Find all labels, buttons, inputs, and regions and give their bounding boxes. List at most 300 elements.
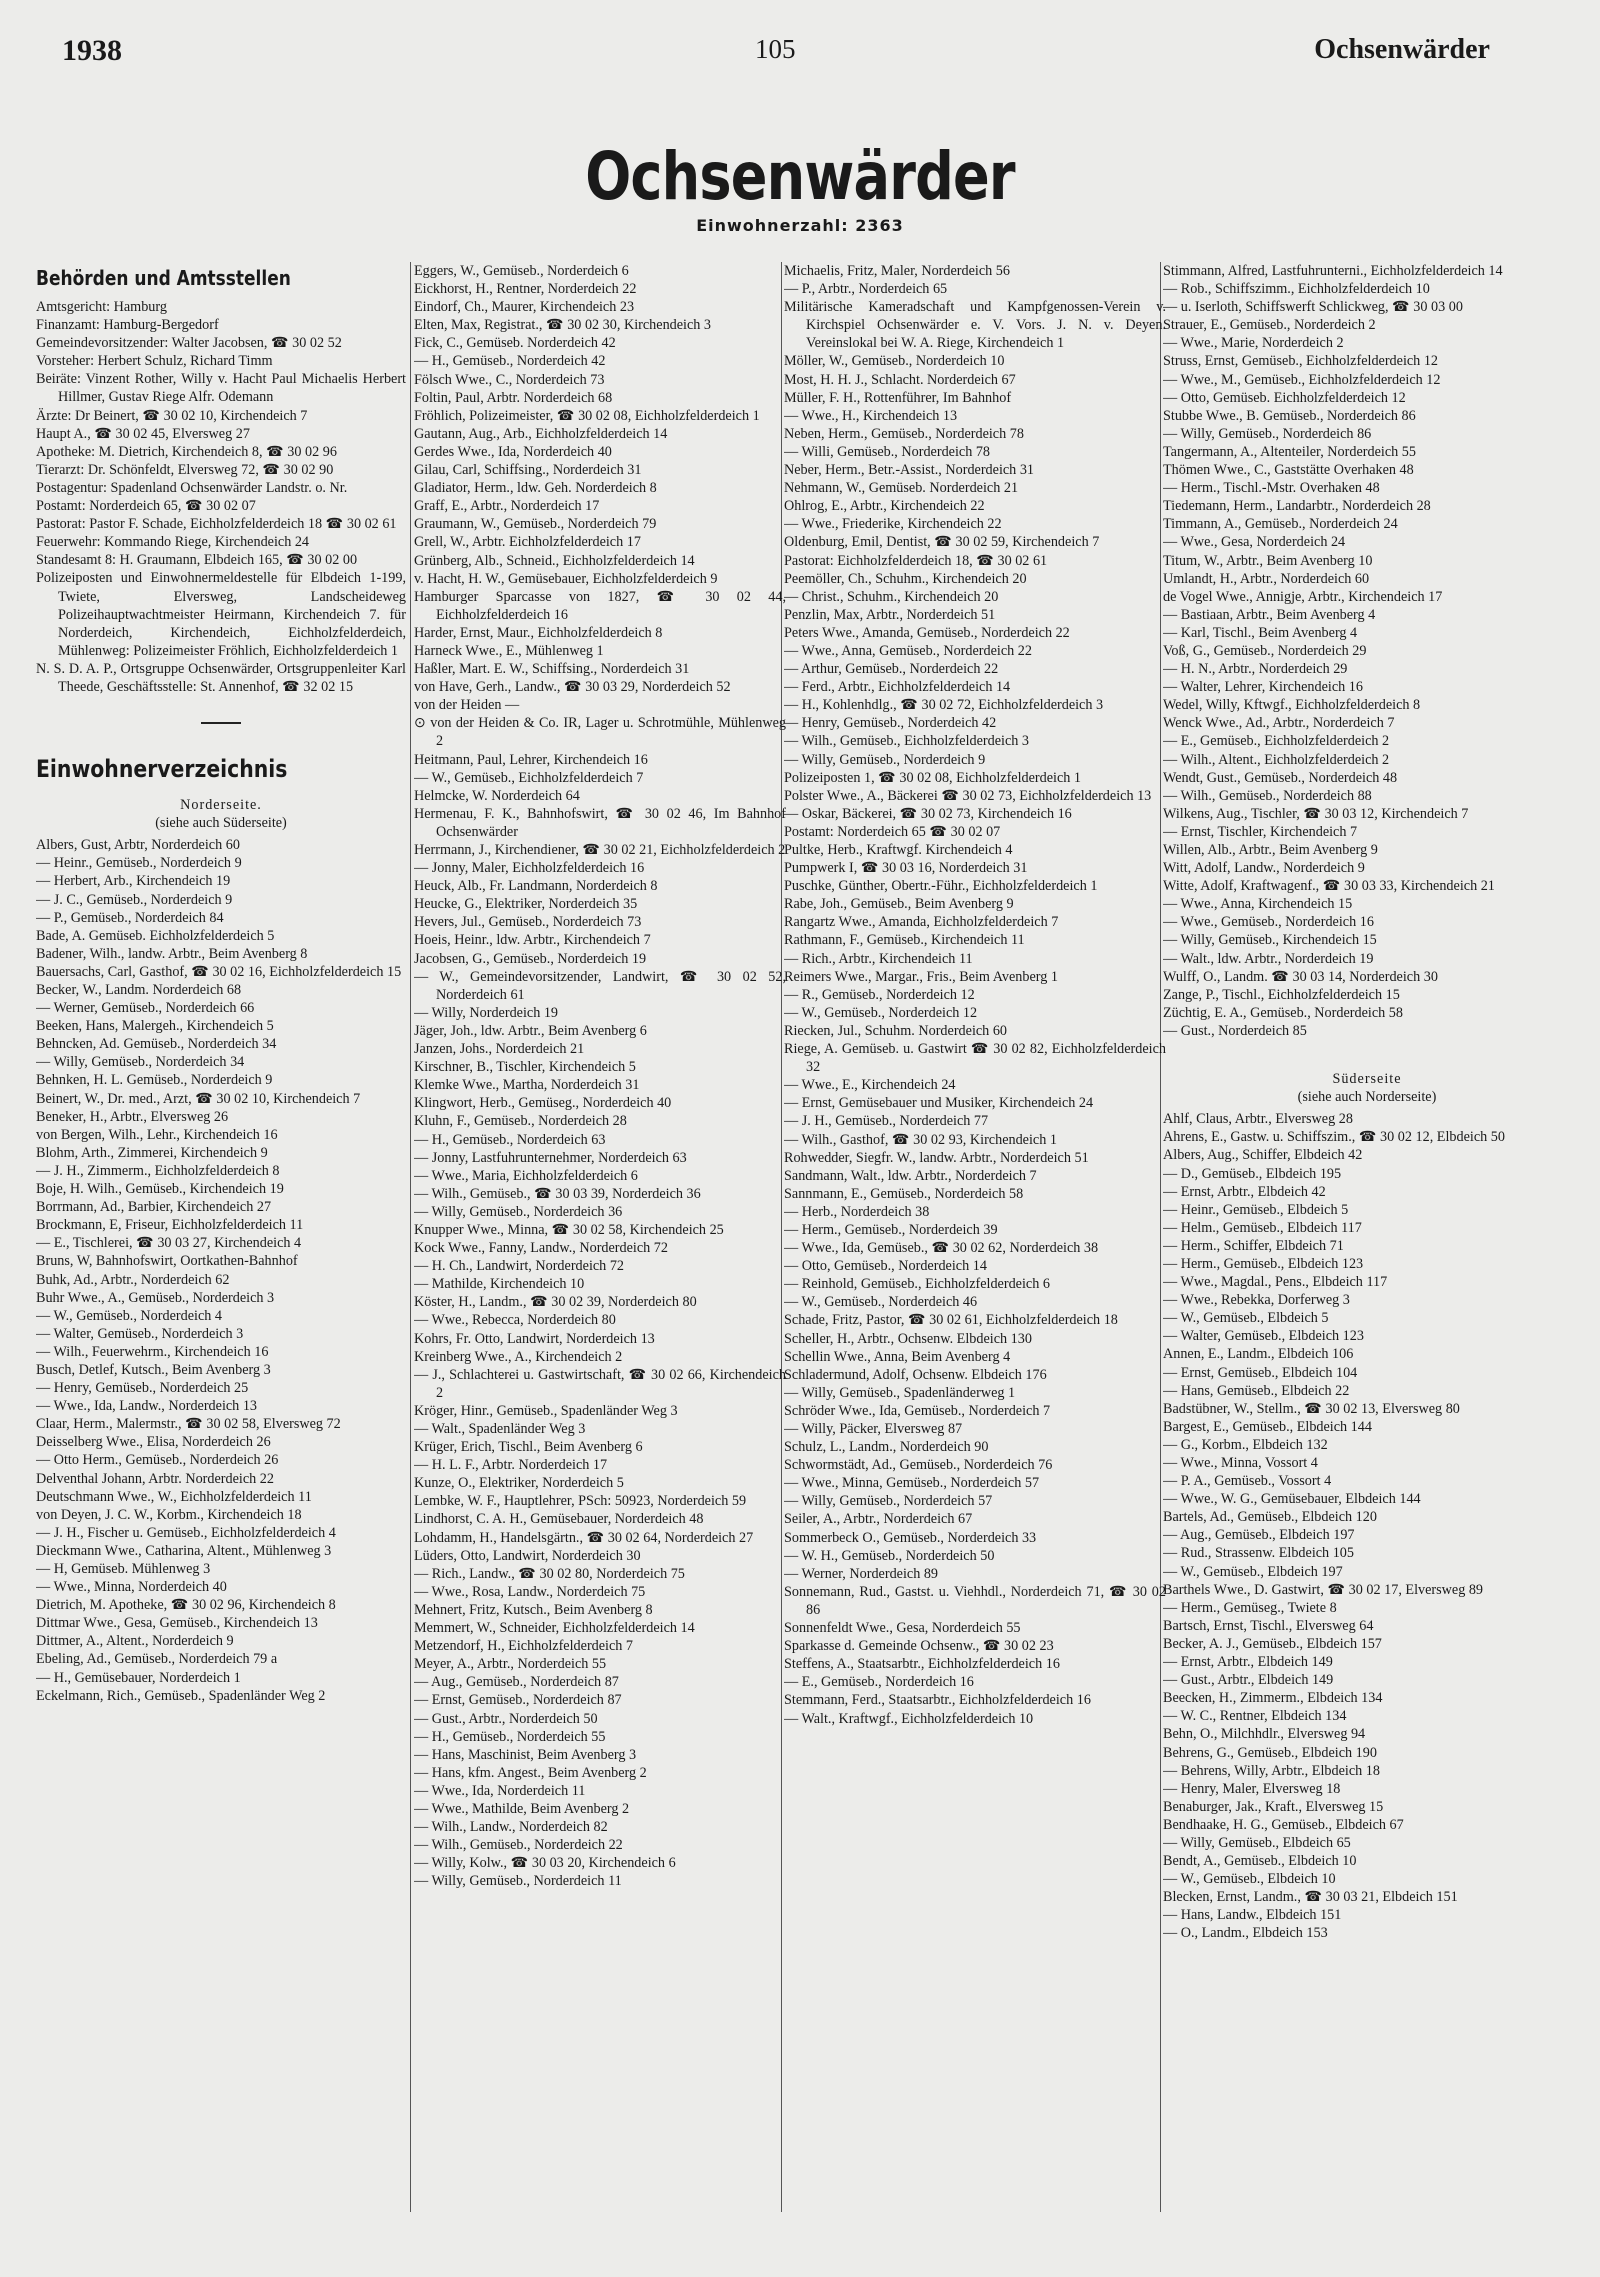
header-page-number: 105 [755, 34, 796, 64]
directory-entry: — J., Schlachterei u. Gastwirtschaft, ☎ 30 02 66, Kirchendeich 2 [414, 1366, 786, 1401]
authorities-list [36, 298, 406, 696]
directory-entry: Benaburger, Jak., Kraft., Elversweg 15 [1163, 1798, 1384, 1815]
directory-entry: — Wwe., H., Kirchendeich 13 [784, 407, 958, 424]
directory-entry: Bartels, Ad., Gemüseb., Elbdeich 120 [1163, 1509, 1377, 1526]
directory-entry: Wenck Wwe., Ad., Arbtr., Norderdeich 7 [1163, 715, 1395, 732]
directory-entry: Dittmer, A., Altent., Norderdeich 9 [36, 1633, 234, 1650]
directory-entry: Memmert, W., Schneider, Eichholzfelderdeich 14 [414, 1620, 695, 1637]
directory-entry: — Wilh., Gemüseb., Norderdeich 22 [414, 1837, 623, 1854]
directory-entry: — Heinr., Gemüseb., Norderdeich 9 [36, 855, 242, 872]
directory-entry: — O., Landm., Elbdeich 153 [1163, 1925, 1328, 1942]
directory-entry: — Gust., Arbtr., Elbdeich 149 [1163, 1672, 1334, 1689]
directory-entry: — Willy, Gemüseb., Kirchendeich 15 [1163, 932, 1377, 949]
header-year: 1938 [62, 34, 122, 67]
directory-entry: Fölsch Wwe., C., Norderdeich 73 [414, 371, 605, 388]
directory-entry: — Wwe., E., Kirchendeich 24 [784, 1077, 956, 1094]
directory-entry: — Willy, Gemüseb., Norderdeich 86 [1163, 425, 1372, 442]
directory-entry: Tangermann, A., Altenteiler, Norderdeich 55 [1163, 443, 1416, 460]
directory-entry: von Have, Gerh., Landw., ☎ 30 03 29, Norderdeich 52 [414, 679, 731, 696]
section-gap [1163, 1040, 1571, 1060]
directory-entry: Ärzte: Dr Beinert, ☎ 30 02 10, Kirchendeich 7 [36, 407, 308, 424]
directory-entry: Lindhorst, C. A. H., Gemüsebauer, Norderdeich 48 [414, 1511, 704, 1528]
directory-entry: — Rob., Schiffszimm., Eichholzfelderdeich 10 [1163, 281, 1430, 298]
directory-entry: Rabe, Joh., Gemüseb., Beim Avenberg 9 [784, 896, 1014, 913]
directory-entry: — Willy, Päcker, Elversweg 87 [784, 1421, 963, 1437]
norderseite-note: (siehe auch Süderseite) [155, 815, 287, 832]
directory-entry: — Wwe., Rebekka, Dorferweg 3 [1163, 1292, 1350, 1309]
directory-entry: Sonnemann, Rud., Gastst. u. Viehhdl., Norderdeich 71, ☎ 30 02 86 [784, 1583, 1166, 1618]
directory-entry: — Willy, Gemüseb., Elbdeich 65 [1163, 1834, 1351, 1851]
suederseite-note: (siehe auch Norderseite) [1297, 1089, 1437, 1106]
residents-list [1163, 262, 1571, 1040]
directory-entry: — Reinhold, Gemüseb., Eichholzfelderdeich 6 [784, 1276, 1050, 1293]
directory-entry: — Wwe., Friederike, Kirchendeich 22 [784, 516, 1002, 533]
directory-entry: — Henry, Maler, Elversweg 18 [1163, 1780, 1341, 1797]
directory-entry: Oldenburg, Emil, Dentist, ☎ 30 02 59, Kirchendeich 7 [784, 534, 1100, 551]
directory-entry: Eickhorst, H., Rentner, Norderdeich 22 [414, 281, 637, 298]
directory-entry: Beneker, H., Arbtr., Elversweg 26 [36, 1108, 229, 1125]
directory-entry: Riege, A. Gemüseb. u. Gastwirt ☎ 30 02 82, Eichholzfelderdeich 32 [784, 1041, 1166, 1076]
directory-entry: Janzen, Johs., Norderdeich 21 [414, 1041, 585, 1058]
directory-entry: — W. H., Gemüseb., Norderdeich 50 [784, 1547, 995, 1564]
directory-entry: — H., Gemüseb., Norderdeich 55 [414, 1728, 606, 1745]
directory-entry: — Wwe., Ida, Norderdeich 11 [414, 1782, 586, 1799]
directory-entry: Wendt, Gust., Gemüseb., Norderdeich 48 [1163, 769, 1398, 786]
directory-entry: — Otto Herm., Gemüseb., Norderdeich 26 [36, 1452, 279, 1469]
directory-entry: Grünberg, Alb., Schneid., Eichholzfelderdeich 14 [414, 552, 695, 569]
directory-entry: — W., Gemüseb., Elbdeich 5 [1163, 1310, 1329, 1327]
directory-entry: — J. C., Gemüseb., Norderdeich 9 [36, 891, 233, 908]
directory-entry: Fick, C., Gemüseb. Norderdeich 42 [414, 335, 616, 352]
column-4 [1163, 262, 1571, 2212]
directory-entry: Standesamt 8: H. Graumann, Elbdeich 165, ☎ 30 02 00 [36, 552, 358, 569]
directory-entry: — Aug., Gemüseb., Elbdeich 197 [1163, 1527, 1355, 1544]
directory-entry: — Rich., Landw., ☎ 30 02 80, Norderdeich 75 [414, 1565, 685, 1582]
directory-entry: Sannmann, E., Gemüseb., Norderdeich 58 [784, 1185, 1024, 1202]
directory-entry: Polizeiposten und Einwohnermeldestelle für Elbdeich 1-199, Twiete, Elversweg, Landscheideweg Polizeihauptwachtmeister Heirmann, Kirchendeich 7. für Norderdeich, Kirchendeich, Eichholzfelderdeich, Mühlenweg: Polizeimeister Fröhlich, Eichholzfelderdeich 1 [36, 570, 406, 659]
directory-entry: — Wwe., Minna, Gemüseb., Norderdeich 57 [784, 1475, 1040, 1492]
directory-entry: — Gust., Norderdeich 85 [1163, 1022, 1307, 1039]
directory-entry: von Bergen, Wilh., Lehr., Kirchendeich 16 [36, 1126, 278, 1143]
directory-entry: Neber, Herm., Betr.-Assist., Norderdeich 31 [784, 462, 1035, 479]
directory-entry: Kunze, O., Elektriker, Norderdeich 5 [414, 1475, 624, 1492]
directory-entry: Deutschmann Wwe., W., Eichholzfelderdeich 11 [36, 1488, 312, 1505]
directory-entry: — Hans, Landw., Elbdeich 151 [1163, 1907, 1342, 1924]
directory-entry: Titum, W., Arbtr., Beim Avenberg 10 [1163, 552, 1373, 569]
directory-entry: — R., Gemüseb., Norderdeich 12 [784, 986, 975, 1003]
directory-entry: — Ernst, Arbtr., Elbdeich 42 [1163, 1183, 1326, 1200]
directory-entry: Becker, A. J., Gemüseb., Elbdeich 157 [1163, 1635, 1382, 1652]
directory-entry: — H. Ch., Landwirt, Norderdeich 72 [414, 1258, 625, 1275]
directory-entry: Most, H. H. J., Schlacht. Norderdeich 67 [784, 371, 1016, 388]
directory-entry: Beeken, Hans, Malergeh., Kirchendeich 5 [36, 1018, 274, 1035]
directory-entry: Möller, W., Gemüseb., Norderdeich 10 [784, 353, 1005, 370]
directory-entry: Klingwort, Herb., Gemüseg., Norderdeich 40 [414, 1095, 672, 1112]
directory-entry: — Werner, Gemüseb., Norderdeich 66 [36, 1000, 255, 1017]
directory-entry: Finanzamt: Hamburg-Bergedorf [36, 317, 219, 334]
directory-entry: — Wwe., Minna, Vossort 4 [1163, 1455, 1318, 1471]
directory-entry: — Herm., Gemüseb., Norderdeich 39 [784, 1221, 998, 1238]
directory-entry: Schwormstädt, Ad., Gemüseb., Norderdeich 76 [784, 1457, 1053, 1474]
directory-entry: — P., Gemüseb., Norderdeich 84 [36, 909, 224, 926]
directory-entry: Graumann, W., Gemüseb., Norderdeich 79 [414, 516, 657, 533]
directory-entry: Polizeiposten 1, ☎ 30 02 08, Eichholzfelderdeich 1 [784, 769, 1082, 786]
directory-entry: — Willi, Gemüseb., Norderdeich 78 [784, 443, 991, 460]
directory-entry: Claar, Herm., Malermstr., ☎ 30 02 58, Elversweg 72 [36, 1416, 341, 1433]
directory-entry: Bargest, E., Gemüseb., Elbdeich 144 [1163, 1418, 1372, 1435]
directory-entry: Voß, G., Gemüseb., Norderdeich 29 [1163, 642, 1367, 659]
section-divider [201, 722, 241, 724]
directory-entry: — Wwe., Rosa, Landw., Norderdeich 75 [414, 1583, 646, 1600]
directory-entry: — E., Tischlerei, ☎ 30 03 27, Kirchendeich 4 [36, 1235, 302, 1252]
directory-entry: Schröder Wwe., Ida, Gemüseb., Norderdeich 7 [784, 1402, 1051, 1419]
directory-entry: Helmcke, W. Norderdeich 64 [414, 787, 580, 804]
directory-entry: Steffens, A., Staatsarbtr., Eichholzfelderdeich 16 [784, 1656, 1060, 1673]
directory-entry: Dietrich, M. Apotheke, ☎ 30 02 96, Kirchendeich 8 [36, 1597, 336, 1614]
directory-entry: Bartsch, Ernst, Tischl., Elversweg 64 [1163, 1617, 1374, 1634]
directory-entry: Timmann, A., Gemüseb., Norderdeich 24 [1163, 516, 1398, 533]
directory-entry: — Walt., Spadenländer Weg 3 [414, 1421, 586, 1437]
directory-entry: Züchtig, E. A., Gemüseb., Norderdeich 58 [1163, 1004, 1403, 1021]
directory-entry: Ohlrog, E., Arbtr., Kirchendeich 22 [784, 498, 985, 515]
directory-entry: — E., Gemüseb., Norderdeich 16 [784, 1674, 974, 1691]
directory-entry: Stemmann, Ferd., Staatsarbtr., Eichholzfelderdeich 16 [784, 1692, 1091, 1709]
directory-entry: Buhk, Ad., Arbtr., Norderdeich 62 [36, 1271, 230, 1288]
directory-entry: — Henry, Gemüseb., Norderdeich 25 [36, 1380, 249, 1397]
directory-entry: — Walter, Gemüseb., Elbdeich 123 [1163, 1328, 1364, 1345]
directory-entry: Annen, E., Landm., Elbdeich 106 [1163, 1346, 1354, 1363]
directory-entry: — J. H., Zimmerm., Eichholzfelderdeich 8 [36, 1162, 280, 1179]
directory-entry: Müller, F. H., Rottenführer, Im Bahnhof [784, 389, 1012, 406]
directory-entry: — Herbert, Arb., Kirchendeich 19 [36, 873, 231, 890]
directory-entry: Busch, Detlef, Kutsch., Beim Avenberg 3 [36, 1361, 271, 1378]
directory-entry: — Walt., Kraftwgf., Eichholzfelderdeich 10 [784, 1710, 1034, 1727]
directory-entry: — Herm., Schiffer, Elbdeich 71 [1163, 1237, 1344, 1254]
directory-entry: Michaelis, Fritz, Maler, Norderdeich 56 [784, 263, 1010, 279]
directory-entry: Willen, Alb., Arbtr., Beim Avenberg 9 [1163, 842, 1378, 858]
directory-entry: Nehmann, W., Gemüseb. Norderdeich 21 [784, 480, 1019, 497]
directory-entry: — Willy, Gemüseb., Norderdeich 57 [784, 1493, 993, 1510]
directory-entry: Metzendorf, H., Eichholzfelderdeich 7 [414, 1638, 634, 1655]
directory-entry: v. Hacht, H. W., Gemüsebauer, Eichholzfelderdeich 9 [414, 570, 718, 587]
page-title: Ochsenwärder [585, 138, 1015, 215]
directory-entry: Klemke Wwe., Martha, Norderdeich 31 [414, 1077, 640, 1094]
directory-entry: — Willy, Gemüseb., Norderdeich 9 [784, 751, 986, 768]
directory-entry: — W. C., Rentner, Elbdeich 134 [1163, 1708, 1347, 1725]
directory-entry: — Arthur, Gemüseb., Norderdeich 22 [784, 661, 999, 678]
directory-entry: — Wwe., Anna, Kirchendeich 15 [1163, 896, 1353, 913]
directory-entry: Fröhlich, Polizeimeister, ☎ 30 02 08, Eichholzfelderdeich 1 [414, 407, 760, 424]
directory-entry: Lembke, W. F., Hauptlehrer, PSch: 50923, Norderdeich 59 [414, 1493, 747, 1510]
column-3 [784, 262, 1166, 2212]
directory-entry: — W., Gemüseb., Norderdeich 4 [36, 1307, 222, 1324]
directory-entry: Puschke, Günther, Obertr.-Führ., Eichholzfelderdeich 1 [784, 878, 1098, 895]
directory-entry: Jäger, Joh., ldw. Arbtr., Beim Avenberg 6 [414, 1022, 647, 1039]
directory-entry: — Wilh., Altent., Eichholzfelderdeich 2 [1163, 751, 1390, 768]
directory-entry: — Oskar, Bäckerei, ☎ 30 02 73, Kirchendeich 16 [784, 805, 1072, 822]
directory-entry: Postagentur: Spadenland Ochsenwärder Landstr. o. Nr. [36, 479, 348, 496]
directory-entry: — Ferd., Arbtr., Eichholzfelderdeich 14 [784, 679, 1011, 696]
directory-entry: Bauersachs, Carl, Gasthof, ☎ 30 02 16, Eichholzfelderdeich 15 [36, 963, 402, 980]
directory-entry: — Wwe., Ida, Gemüseb., ☎ 30 02 62, Norderdeich 38 [784, 1240, 1099, 1257]
directory-entry: — Wwe., Gemüseb., Norderdeich 16 [1163, 914, 1374, 931]
directory-entry: Behn, O., Milchhdlr., Elversweg 94 [1163, 1726, 1366, 1743]
directory-entry: — Wilh., Gemüseb., ☎ 30 03 39, Norderdeich 36 [414, 1185, 701, 1202]
directory-entry: Kröger, Hinr., Gemüseb., Spadenländer Weg 3 [414, 1402, 678, 1419]
directory-entry: — Behrens, Willy, Arbtr., Elbdeich 18 [1163, 1762, 1380, 1779]
directory-entry: — H., Gemüseb., Norderdeich 42 [414, 353, 606, 370]
directory-entry: Tierarzt: Dr. Schönfeldt, Elversweg 72, ☎ 30 02 90 [36, 461, 334, 478]
directory-entry: Behrens, G., Gemüseb., Elbdeich 190 [1163, 1744, 1377, 1761]
directory-entry: — G., Korbm., Elbdeich 132 [1163, 1436, 1328, 1453]
directory-entry: — Wilh., Gasthof, ☎ 30 02 93, Kirchendeich 1 [784, 1131, 1057, 1148]
directory-entry: Ahlf, Claus, Arbtr., Elversweg 28 [1163, 1111, 1353, 1128]
column-divider [410, 262, 411, 2212]
suederseite-heading: Süderseite [1332, 1071, 1402, 1088]
directory-entry: Peemöller, Ch., Schuhm., Kirchendeich 20 [784, 570, 1027, 587]
directory-entry: Pultke, Herb., Kraftwgf. Kirchendeich 4 [784, 842, 1013, 858]
directory-entry: Umlandt, H., Arbtr., Norderdeich 60 [1163, 570, 1370, 587]
directory-entry: — W., Gemüseb., Eichholzfelderdeich 7 [414, 769, 644, 786]
directory-entry: Sonnenfeldt Wwe., Gesa, Norderdeich 55 [784, 1620, 1021, 1637]
directory-entry: Witt, Adolf, Landw., Norderdeich 9 [1163, 860, 1365, 877]
directory-entry: Mehnert, Fritz, Kutsch., Beim Avenberg 8 [414, 1601, 653, 1618]
directory-entry: Graff, E., Arbtr., Norderdeich 17 [414, 498, 600, 515]
directory-entry: de Vogel Wwe., Annigje, Arbtr., Kirchendeich 17 [1163, 588, 1443, 605]
directory-entry: ⊙ von der Heiden & Co. IR, Lager u. Schrotmühle, Mühlenweg 2 [414, 715, 786, 750]
directory-entry: — Wwe., Magdal., Pens., Elbdeich 117 [1163, 1274, 1388, 1291]
directory-entry: Polster Wwe., A., Bäckerei ☎ 30 02 73, Eichholzfelderdeich 13 [784, 787, 1152, 804]
directory-entry: — Wwe., Gesa, Norderdeich 24 [1163, 534, 1346, 551]
directory-entry: Boje, H. Wilh., Gemüseb., Kirchendeich 19 [36, 1181, 284, 1198]
directory-entry: — Willy, Gemüseb., Norderdeich 36 [414, 1203, 623, 1220]
directory-entry: Sandmann, Walt., ldw. Arbtr., Norderdeich 7 [784, 1167, 1037, 1184]
directory-entry: Badstübner, W., Stellm., ☎ 30 02 13, Elversweg 80 [1163, 1400, 1460, 1417]
directory-entry: — Walter, Gemüseb., Norderdeich 3 [36, 1325, 244, 1342]
directory-entry: Haupt A., ☎ 30 02 45, Elversweg 27 [36, 425, 250, 442]
directory-entry: — Jonny, Maler, Eichholzfelderdeich 16 [414, 860, 645, 877]
directory-entry: Lohdamm, H., Handelsgärtn., ☎ 30 02 64, Norderdeich 27 [414, 1529, 754, 1546]
directory-entry: Peters Wwe., Amanda, Gemüseb., Norderdeich 22 [784, 624, 1070, 641]
directory-entry: Heucke, G., Elektriker, Norderdeich 35 [414, 896, 638, 913]
directory-entry: — Helm., Gemüseb., Elbdeich 117 [1163, 1219, 1362, 1236]
directory-entry: — Wwe., Rebecca, Norderdeich 80 [414, 1312, 616, 1329]
directory-entry: Strauer, E., Gemüseb., Norderdeich 2 [1163, 317, 1376, 334]
header-place: Ochsenwärder [1314, 34, 1490, 65]
directory-entry: Borrmann, Ad., Barbier, Kirchendeich 27 [36, 1199, 272, 1216]
directory-entry: — Wwe., Maria, Eichholzfelderdeich 6 [414, 1167, 638, 1184]
directory-entry: Hevers, Jul., Gemüseb., Norderdeich 73 [414, 914, 642, 931]
directory-entry: — Werner, Norderdeich 89 [784, 1565, 939, 1582]
directory-entry: Kluhn, F., Gemüseb., Norderdeich 28 [414, 1113, 627, 1130]
directory-entry: Thömen Wwe., C., Gaststätte Overhaken 48 [1163, 462, 1414, 479]
directory-entry: — Herb., Norderdeich 38 [784, 1203, 930, 1220]
directory-entry: — J. H., Fischer u. Gemüseb., Eichholzfelderdeich 4 [36, 1524, 336, 1541]
directory-entry: Eggers, W., Gemüseb., Norderdeich 6 [414, 263, 629, 279]
directory-entry: Blecken, Ernst, Landm., ☎ 30 03 21, Elbdeich 151 [1163, 1889, 1458, 1906]
directory-entry: Postamt: Norderdeich 65, ☎ 30 02 07 [36, 498, 256, 515]
directory-entry: Hermenau, F. K., Bahnhofswirt, ☎ 30 02 46, Im Bahnhof Ochsenwärder [414, 805, 786, 840]
directory-entry: Scheller, H., Arbtr., Ochsenw. Elbdeich 130 [784, 1330, 1032, 1347]
directory-entry: Bendhaake, H. G., Gemüseb., Elbdeich 67 [1163, 1816, 1404, 1833]
directory-entry: Deisselberg Wwe., Elisa, Norderdeich 26 [36, 1434, 271, 1451]
directory-entry: Bade, A. Gemüseb. Eichholzfelderdeich 5 [36, 927, 275, 944]
directory-entry: — Wwe., M., Gemüseb., Eichholzfelderdeich 12 [1163, 371, 1441, 388]
directory-entry: — Walter, Lehrer, Kirchendeich 16 [1163, 679, 1363, 696]
directory-entry: — u. Iserloth, Schiffswerft Schlickweg, ☎ 30 03 00 [1163, 299, 1463, 316]
directory-entry: Badener, Wilh., landw. Arbtr., Beim Avenberg 8 [36, 945, 308, 962]
directory-entry: — Herm., Tischl.-Mstr. Overhaken 48 [1163, 480, 1380, 497]
directory-entry: — Wwe., Anna, Gemüseb., Norderdeich 22 [784, 642, 1032, 659]
directory-entry: — D., Gemüseb., Elbdeich 195 [1163, 1165, 1342, 1182]
directory-entry: Gemeindevorsitzender: Walter Jacobsen, ☎ 30 02 52 [36, 335, 342, 352]
residents-list [36, 836, 406, 1705]
directory-entry: — Aug., Gemüseb., Norderdeich 87 [414, 1674, 619, 1691]
directory-entry: — Bastiaan, Arbtr., Beim Avenberg 4 [1163, 606, 1376, 623]
directory-entry: Stubbe Wwe., B. Gemüseb., Norderdeich 86 [1163, 407, 1416, 424]
directory-entry: — Wwe., Ida, Landw., Norderdeich 13 [36, 1398, 258, 1415]
directory-entry: Albers, Gust, Arbtr, Norderdeich 60 [36, 837, 240, 854]
directory-entry: — W., Gemeindevorsitzender, Landwirt, ☎ 30 02 52, Norderdeich 61 [414, 968, 786, 1003]
directory-entry: — W., Gemüseb., Elbdeich 10 [1163, 1871, 1336, 1888]
directory-entry: Penzlin, Max, Arbtr., Norderdeich 51 [784, 606, 996, 623]
directory-entry: Witte, Adolf, Kraftwagenf., ☎ 30 03 33, Kirchendeich 21 [1163, 878, 1495, 895]
directory-entry: Bendt, A., Gemüseb., Elbdeich 10 [1163, 1853, 1357, 1870]
directory-entry: — W., Gemüseb., Norderdeich 12 [784, 1004, 978, 1021]
directory-entry: — Willy, Gemüseb., Spadenländerweg 1 [784, 1384, 1016, 1401]
directory-entry: Kirschner, B., Tischler, Kirchendeich 5 [414, 1059, 636, 1076]
directory-entry: N. S. D. A. P., Ortsgruppe Ochsenwärder, Ortsgruppenleiter Karl Theede, Geschäftsstelle: St. Annenhof, ☎ 32 02 15 [36, 660, 406, 695]
directory-entry: Blohm, Arth., Zimmerei, Kirchendeich 9 [36, 1144, 268, 1161]
directory-entry: Militärische Kameradschaft und Kampfgenossen-Verein v. Kirchspiel Ochsenwärder e. V. Vors. J. N. v. Deyen. Vereinslokal bei W. A. Riege, Kirchendeich 1 [784, 299, 1166, 352]
directory-entry: Neben, Herm., Gemüseb., Norderdeich 78 [784, 425, 1024, 442]
directory-entry: Buhr Wwe., A., Gemüseb., Norderdeich 3 [36, 1289, 275, 1306]
directory-entry: — Wwe., Marie, Norderdeich 2 [1163, 335, 1344, 352]
directory-entry: Lüders, Otto, Landwirt, Norderdeich 30 [414, 1547, 641, 1564]
directory-entry: — Willy, Norderdeich 19 [414, 1004, 559, 1021]
directory-entry: Pastorat: Pastor F. Schade, Eichholzfelderdeich 18 ☎ 30 02 61 [36, 516, 397, 533]
directory-entry: Delventhal Johann, Arbtr. Norderdeich 22 [36, 1470, 274, 1487]
directory-entry: von Deyen, J. C. W., Korbm., Kirchendeich 18 [36, 1506, 302, 1523]
directory-entry: Ahrens, E., Gastw. u. Schiffszim., ☎ 30 02 12, Elbdeich 50 [1163, 1129, 1505, 1146]
directory-entry: Herrmann, J., Kirchendiener, ☎ 30 02 21, Eichholzfelderdeich 2 [414, 842, 786, 858]
directory-entry: Barthels Wwe., D. Gastwirt, ☎ 30 02 17, Elversweg 89 [1163, 1581, 1484, 1598]
directory-entry: Vorsteher: Herbert Schulz, Richard Timm [36, 353, 273, 370]
column-2 [414, 262, 786, 2212]
directory-entry: — Ernst, Gemüseb., Elbdeich 104 [1163, 1364, 1358, 1381]
directory-entry: Wedel, Willy, Kftwgf., Eichholzfelderdeich 8 [1163, 697, 1421, 714]
directory-entry: Seiler, A., Arbtr., Norderdeich 67 [784, 1511, 973, 1528]
directory-entry: Gilau, Carl, Schiffsing., Norderdeich 31 [414, 462, 642, 479]
directory-entry: — Wilh., Feuerwehrm., Kirchendeich 16 [36, 1343, 269, 1360]
directory-entry: Meyer, A., Arbtr., Norderdeich 55 [414, 1656, 607, 1673]
directory-entry: — Mathilde, Kirchendeich 10 [414, 1276, 585, 1293]
norderseite-heading: Norderseite. [180, 797, 262, 814]
directory-entry: Elten, Max, Registrat., ☎ 30 02 30, Kirchendeich 3 [414, 317, 712, 334]
directory-entry: Beiräte: Vinzent Rother, Willy v. Hacht Paul Michaelis Herbert Hillmer, Gustav Riege Alfr. Odemann [36, 371, 406, 406]
directory-entry: — Wwe., W. G., Gemüsebauer, Elbdeich 144 [1163, 1491, 1421, 1508]
directory-entry: Rangartz Wwe., Amanda, Eichholzfelderdeich 7 [784, 914, 1059, 931]
directory-entry: Beinert, W., Dr. med., Arzt, ☎ 30 02 10, Kirchendeich 7 [36, 1090, 361, 1107]
directory-entry: — P., Arbtr., Norderdeich 65 [784, 281, 948, 298]
directory-entry: — Otto, Gemüseb. Eichholzfelderdeich 12 [1163, 389, 1406, 406]
directory-entry: — Rud., Strassenw. Elbdeich 105 [1163, 1545, 1354, 1562]
directory-entry: — Karl, Tischl., Beim Avenberg 4 [1163, 624, 1358, 641]
directory-entry: — Herm., Gemüseb., Elbdeich 123 [1163, 1255, 1364, 1272]
directory-entry: — Christ., Schuhm., Kirchendeich 20 [784, 588, 999, 605]
directory-entry: — Henry, Gemüseb., Norderdeich 42 [784, 715, 997, 732]
directory-entry: Knupper Wwe., Minna, ☎ 30 02 58, Kirchendeich 25 [414, 1221, 724, 1238]
directory-entry: — Willy, Gemüseb., Norderdeich 34 [36, 1054, 245, 1071]
directory-entry: — Otto, Gemüseb., Norderdeich 14 [784, 1258, 987, 1275]
authorities-heading: Behörden und Amtsstellen [36, 266, 291, 290]
directory-entry: Heuck, Alb., Fr. Landmann, Norderdeich 8 [414, 878, 658, 895]
directory-entry: — P. A., Gemüseb., Vossort 4 [1163, 1473, 1332, 1490]
directory-entry: — Rich., Arbtr., Kirchendeich 11 [784, 950, 973, 967]
directory-entry: Köster, H., Landm., ☎ 30 02 39, Norderdeich 80 [414, 1294, 697, 1311]
directory-entry: Schladermund, Adolf, Ochsenw. Elbdeich 176 [784, 1366, 1047, 1383]
directory-entry: — Wilh., Gemüseb., Norderdeich 88 [1163, 787, 1372, 804]
directory-entry: Eckelmann, Rich., Gemüseb., Spadenländer Weg 2 [36, 1687, 326, 1704]
directory-entry: Dittmar Wwe., Gesa, Gemüseb., Kirchendeich 13 [36, 1615, 318, 1632]
directory-entry: Feuerwehr: Kommando Riege, Kirchendeich 24 [36, 534, 310, 551]
directory-entry: — Wwe., Mathilde, Beim Avenberg 2 [414, 1800, 630, 1817]
directory-entry: — Willy, Kolw., ☎ 30 03 20, Kirchendeich 6 [414, 1855, 676, 1872]
directory-entry: Heitmann, Paul, Lehrer, Kirchendeich 16 [414, 751, 648, 768]
directory-entry: Behnken, H. L. Gemüseb., Norderdeich 9 [36, 1072, 273, 1089]
directory-entry: Gerdes Wwe., Ida, Norderdeich 40 [414, 443, 612, 460]
directory-entry: Sparkasse d. Gemeinde Ochsenw., ☎ 30 02 23 [784, 1638, 1054, 1655]
directory-entry: — Walt., ldw. Arbtr., Norderdeich 19 [1163, 950, 1374, 967]
directory-entry: Dieckmann Wwe., Catharina, Altent., Mühlenweg 3 [36, 1542, 332, 1559]
directory-entry: Bruns, W, Bahnhofswirt, Oortkathen-Bahnhof [36, 1253, 298, 1270]
directory-entry: von der Heiden — [414, 697, 520, 714]
directory-entry: Hoeis, Heinr., ldw. Arbtr., Kirchendeich 7 [414, 932, 651, 949]
directory-entry: — H. L. F., Arbtr. Norderdeich 17 [414, 1457, 608, 1474]
column-1 [36, 262, 406, 2212]
directory-entry: Schade, Fritz, Pastor, ☎ 30 02 61, Eichholzfelderdeich 18 [784, 1312, 1118, 1329]
directory-entry: — E., Gemüseb., Eichholzfelderdeich 2 [1163, 733, 1390, 750]
directory-entry: Reimers Wwe., Margar., Fris., Beim Avenberg 1 [784, 968, 1058, 985]
directory-entry: — Hans, kfm. Angest., Beim Avenberg 2 [414, 1764, 647, 1781]
residents-list [784, 262, 1166, 1728]
directory-entry: Foltin, Paul, Arbtr. Norderdeich 68 [414, 389, 613, 406]
residents-heading: Einwohnerverzeichnis [36, 755, 288, 784]
directory-entry: Beecken, H., Zimmerm., Elbdeich 134 [1163, 1690, 1383, 1707]
residents-list [1163, 1110, 1571, 1942]
directory-entry: — H, Gemüseb. Mühlenweg 3 [36, 1561, 211, 1577]
directory-entry: — H., Gemüsebauer, Norderdeich 1 [36, 1669, 241, 1686]
directory-entry: Schellin Wwe., Anna, Beim Avenberg 4 [784, 1348, 1011, 1365]
directory-entry: — Wwe., Minna, Norderdeich 40 [36, 1579, 227, 1596]
directory-entry: — W., Gemüseb., Norderdeich 46 [784, 1294, 978, 1311]
population-line: Einwohnerzahl: 2363 [696, 216, 904, 235]
directory-entry: Gladiator, Herm., ldw. Geh. Norderdeich 8 [414, 480, 657, 497]
directory-entry: Grell, W., Arbtr. Eichholzfelderdeich 17 [414, 534, 641, 551]
directory-entry: Kock Wwe., Fanny, Landw., Norderdeich 72 [414, 1240, 668, 1257]
directory-entry: — Ernst, Gemüsebauer und Musiker, Kirchendeich 24 [784, 1095, 1094, 1112]
directory-entry: — Hans, Maschinist, Beim Avenberg 3 [414, 1746, 637, 1763]
directory-entry: Hamburger Sparcasse von 1827, ☎ 30 02 44, Eichholzfelderdeich 16 [414, 588, 786, 623]
directory-entry: — Ernst, Gemüseb., Norderdeich 87 [414, 1692, 622, 1709]
directory-entry: Gautann, Aug., Arb., Eichholzfelderdeich 14 [414, 425, 668, 442]
directory-entry: Zange, P., Tischl., Eichholzfelderdeich 15 [1163, 986, 1400, 1003]
directory-entry: Pastorat: Eichholzfelderdeich 18, ☎ 30 02 61 [784, 552, 1048, 569]
directory-entry: Stimmann, Alfred, Lastfuhrunterni., Eichholzfelderdeich 14 [1163, 263, 1503, 279]
directory-entry: Tiedemann, Herm., Landarbtr., Norderdeich 28 [1163, 498, 1431, 515]
directory-entry: Schulz, L., Landm., Norderdeich 90 [784, 1439, 989, 1456]
directory-entry: Albers, Aug., Schiffer, Elbdeich 42 [1163, 1147, 1363, 1164]
